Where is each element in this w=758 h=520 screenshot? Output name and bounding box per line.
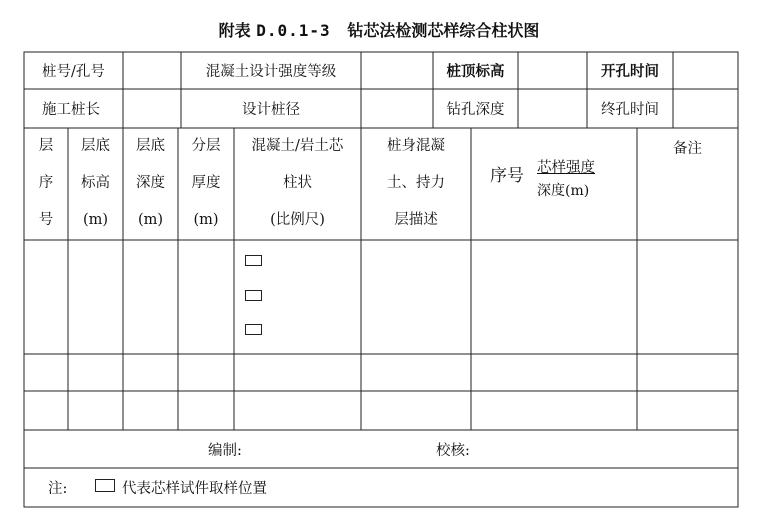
col-bottom-depth: 层底 深度 (m) [136, 138, 165, 228]
pile-length-label: 施工桩长 [42, 102, 100, 118]
page-title: 附表 D.0.1-3 钻芯法检测芯样综合柱状图 [218, 21, 540, 40]
sample-marker [245, 324, 262, 335]
col-depth: 深度(m) [537, 183, 590, 199]
col-core-column: 混凝土/岩土芯 柱状 (比例尺) [251, 138, 344, 228]
pile-no-label: 桩号/孔号 [42, 64, 105, 80]
open-time-label: 开孔时间 [601, 64, 659, 80]
col-seq-no: 序号 [490, 165, 524, 186]
legend-marker [95, 479, 115, 492]
compiled-by-label: 编制: [208, 442, 242, 459]
note-text: 代表芯样试件取样位置 [122, 480, 267, 497]
close-time-label: 终孔时间 [601, 102, 659, 118]
col-core-strength: 芯样强度 [537, 159, 595, 176]
drill-depth-label: 钻孔深度 [446, 102, 505, 118]
concrete-grade-label: 混凝土设计强度等级 [205, 64, 337, 80]
note-label: 注: [48, 480, 68, 497]
checked-by-label: 校核: [436, 442, 470, 459]
design-diameter-label: 设计桩径 [242, 102, 300, 118]
col-layer-thickness: 分层 厚度 (m) [191, 138, 221, 228]
col-description: 桩身混凝 土、持力 层描述 [387, 138, 445, 228]
pile-top-elevation-label: 桩顶标高 [446, 64, 505, 80]
sample-marker [245, 290, 262, 301]
sample-marker [245, 255, 262, 266]
col-layer-no: 层 序 号 [38, 138, 54, 228]
col-bottom-elevation: 层底 标高 (m) [81, 138, 110, 228]
col-remark: 备注 [673, 140, 702, 157]
